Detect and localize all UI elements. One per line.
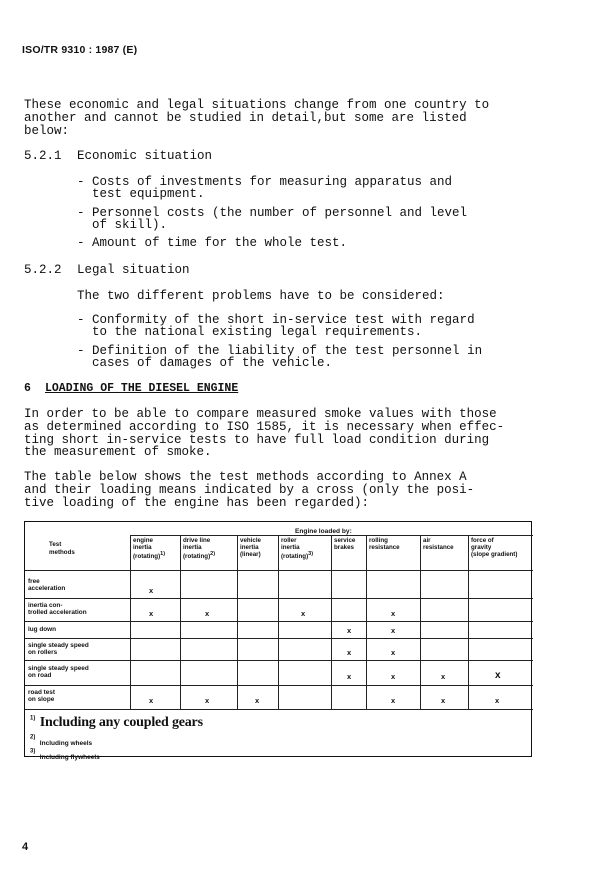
- table-rule: [25, 685, 533, 686]
- footnote: [30, 746, 100, 764]
- test-methods-header: Test: [49, 541, 62, 548]
- table-rule: [130, 535, 533, 536]
- section-lead: The two different problems have to be considered:: [77, 289, 445, 303]
- intro-line: another and cannot be studied in detail,but some are listed: [24, 111, 467, 125]
- cross-mark: x: [391, 672, 396, 681]
- bullet-line: of skill).: [77, 218, 168, 232]
- col-header-line: (rotating): [183, 553, 211, 561]
- col-header-line: resistance: [369, 544, 400, 551]
- cross-mark: x: [149, 586, 154, 595]
- cross-mark: x: [441, 672, 446, 681]
- table-rule: [468, 535, 469, 709]
- col-header: [281, 537, 313, 560]
- bullet-line: - Personnel costs (the number of personnel and level: [77, 206, 468, 220]
- cross-mark: x: [441, 696, 446, 705]
- table-rule: [278, 535, 279, 709]
- para-line: ting short in-service tests to have full load condition during: [24, 433, 490, 447]
- cross-mark: x: [391, 696, 396, 705]
- cross-mark: x: [495, 696, 500, 705]
- row-label-line: single steady speed: [28, 665, 89, 672]
- row-label-line: trolled acceleration: [28, 609, 87, 617]
- row-label-line: on road: [28, 672, 52, 680]
- bullet-line: cases of damages of the vehicle.: [77, 356, 333, 370]
- para-line: and their loading means indicated by a cross (only the posi-: [24, 483, 475, 497]
- col-header-line: air: [423, 537, 431, 544]
- cross-mark: x: [347, 672, 352, 681]
- col-header-line: resistance: [423, 544, 454, 551]
- col-header: [240, 537, 261, 558]
- cross-mark: x: [149, 609, 154, 618]
- cross-mark: x: [391, 626, 396, 635]
- intro-line: below:: [24, 124, 70, 138]
- table-rule: [25, 570, 533, 571]
- table-rule: [237, 535, 238, 709]
- section-title: [45, 382, 238, 395]
- col-header: [334, 537, 355, 551]
- row-label: [28, 578, 65, 592]
- row-label: [28, 626, 56, 633]
- col-header-line: engine: [133, 537, 153, 544]
- col-header-line: (slope gradient): [471, 551, 518, 558]
- col-header-line: vehicle: [240, 537, 261, 544]
- footnote-number: 3): [30, 748, 36, 755]
- row-label: [28, 665, 89, 679]
- col-header-line: (linear): [240, 551, 261, 558]
- cross-mark: x: [495, 670, 501, 681]
- loading-table: [24, 521, 532, 761]
- col-header-line: brakes: [334, 544, 354, 551]
- table-rule: [25, 638, 533, 639]
- para-line: tive loading of the engine has been regarded):: [24, 496, 370, 510]
- row-label: [28, 642, 89, 656]
- row-label-line: acceleration: [28, 585, 66, 593]
- section-title: Legal situation: [77, 263, 190, 277]
- col-header: [423, 537, 454, 551]
- row-label-line: inertia con-: [28, 602, 63, 609]
- para-line: In order to be able to compare measured smoke values with those: [24, 407, 497, 421]
- row-label-line: lug down: [28, 626, 57, 633]
- table-rule: [130, 535, 131, 709]
- col-header-line: drive line: [183, 537, 211, 544]
- bullet-line: to the national existing legal requirements.: [77, 325, 423, 339]
- cross-mark: x: [391, 648, 396, 657]
- col-header: [471, 537, 517, 558]
- footnote-text: Including flywheels: [39, 754, 100, 761]
- col-header-line: gravity: [471, 544, 492, 551]
- col-header: [369, 537, 400, 551]
- bullet-line: - Amount of time for the whole test.: [77, 236, 348, 250]
- row-label-line: free: [28, 578, 40, 585]
- col-header-line: rolling: [369, 537, 388, 544]
- col-header-line: service: [334, 537, 356, 544]
- cross-mark: x: [391, 609, 396, 618]
- table-rule: [420, 535, 421, 709]
- row-label-line: on slope: [28, 696, 55, 704]
- footnote-ref: 2): [210, 551, 216, 557]
- section-number: 5.2.1: [24, 149, 62, 163]
- footnote-text: Including wheels: [39, 740, 93, 747]
- row-label: [28, 602, 87, 616]
- cross-mark: x: [347, 626, 352, 635]
- cross-mark: x: [205, 696, 210, 705]
- section-title: Economic situation: [77, 149, 213, 163]
- footnote-text: Including any coupled gears: [39, 715, 203, 730]
- col-header-line: inertia: [240, 544, 259, 551]
- cross-mark: x: [301, 609, 306, 618]
- table-rule: [25, 660, 533, 661]
- col-header-line: inertia: [133, 544, 152, 551]
- col-header: [133, 537, 165, 560]
- section-number: 5.2.2: [24, 263, 62, 277]
- col-header-line: inertia: [281, 544, 300, 551]
- bullet-line: - Costs of investments for measuring apparatus and: [77, 175, 453, 189]
- footnote-ref: 3): [308, 551, 314, 557]
- table-rule: [25, 621, 533, 622]
- cross-mark: x: [255, 696, 260, 705]
- col-header-line: inertia: [183, 544, 202, 551]
- footnote-ref: 1): [160, 551, 166, 557]
- bullet-line: - Conformity of the short in-service test with regard: [77, 313, 475, 327]
- row-label: [28, 689, 55, 703]
- section-title-text: LOADING OF THE DIESEL ENGINE: [45, 382, 239, 395]
- cross-mark: x: [347, 648, 352, 657]
- row-label-line: single steady speed: [28, 642, 89, 649]
- col-header-line: roller: [281, 537, 297, 544]
- bullet-line: test equipment.: [77, 187, 205, 201]
- col-header-line: force of: [471, 537, 494, 544]
- footnote: [30, 713, 203, 731]
- test-methods-header: methods: [49, 549, 75, 556]
- col-header: [183, 537, 215, 560]
- table-rule: [25, 709, 533, 710]
- cross-mark: x: [205, 609, 210, 618]
- section-number: 6: [24, 382, 31, 395]
- bullet-line: - Definition of the liability of the test personnel in: [77, 344, 483, 358]
- row-label-line: road test: [28, 689, 55, 696]
- document-id: ISO/TR 9310 : 1987 (E): [22, 44, 138, 56]
- footnote-number: 1): [30, 715, 36, 722]
- col-header-line: (rotating): [133, 553, 161, 561]
- para-line: the measurement of smoke.: [24, 445, 212, 459]
- table-rule: [180, 535, 181, 709]
- footnote-number: 2): [30, 734, 36, 741]
- row-label-line: on rollers: [28, 649, 58, 657]
- table-rule: [366, 535, 367, 709]
- group-header: Engine loaded by:: [295, 528, 352, 535]
- para-line: The table below shows the test methods according to Annex A: [24, 470, 467, 484]
- intro-line: These economic and legal situations change from one country to: [24, 98, 490, 112]
- col-header-line: (rotating): [281, 553, 309, 561]
- para-line: as determined according to ISO 1585, it is necessary when effec-: [24, 420, 505, 434]
- table-rule: [25, 598, 533, 599]
- cross-mark: x: [149, 696, 154, 705]
- table-rule: [331, 535, 332, 709]
- page-number: 4: [22, 841, 29, 853]
